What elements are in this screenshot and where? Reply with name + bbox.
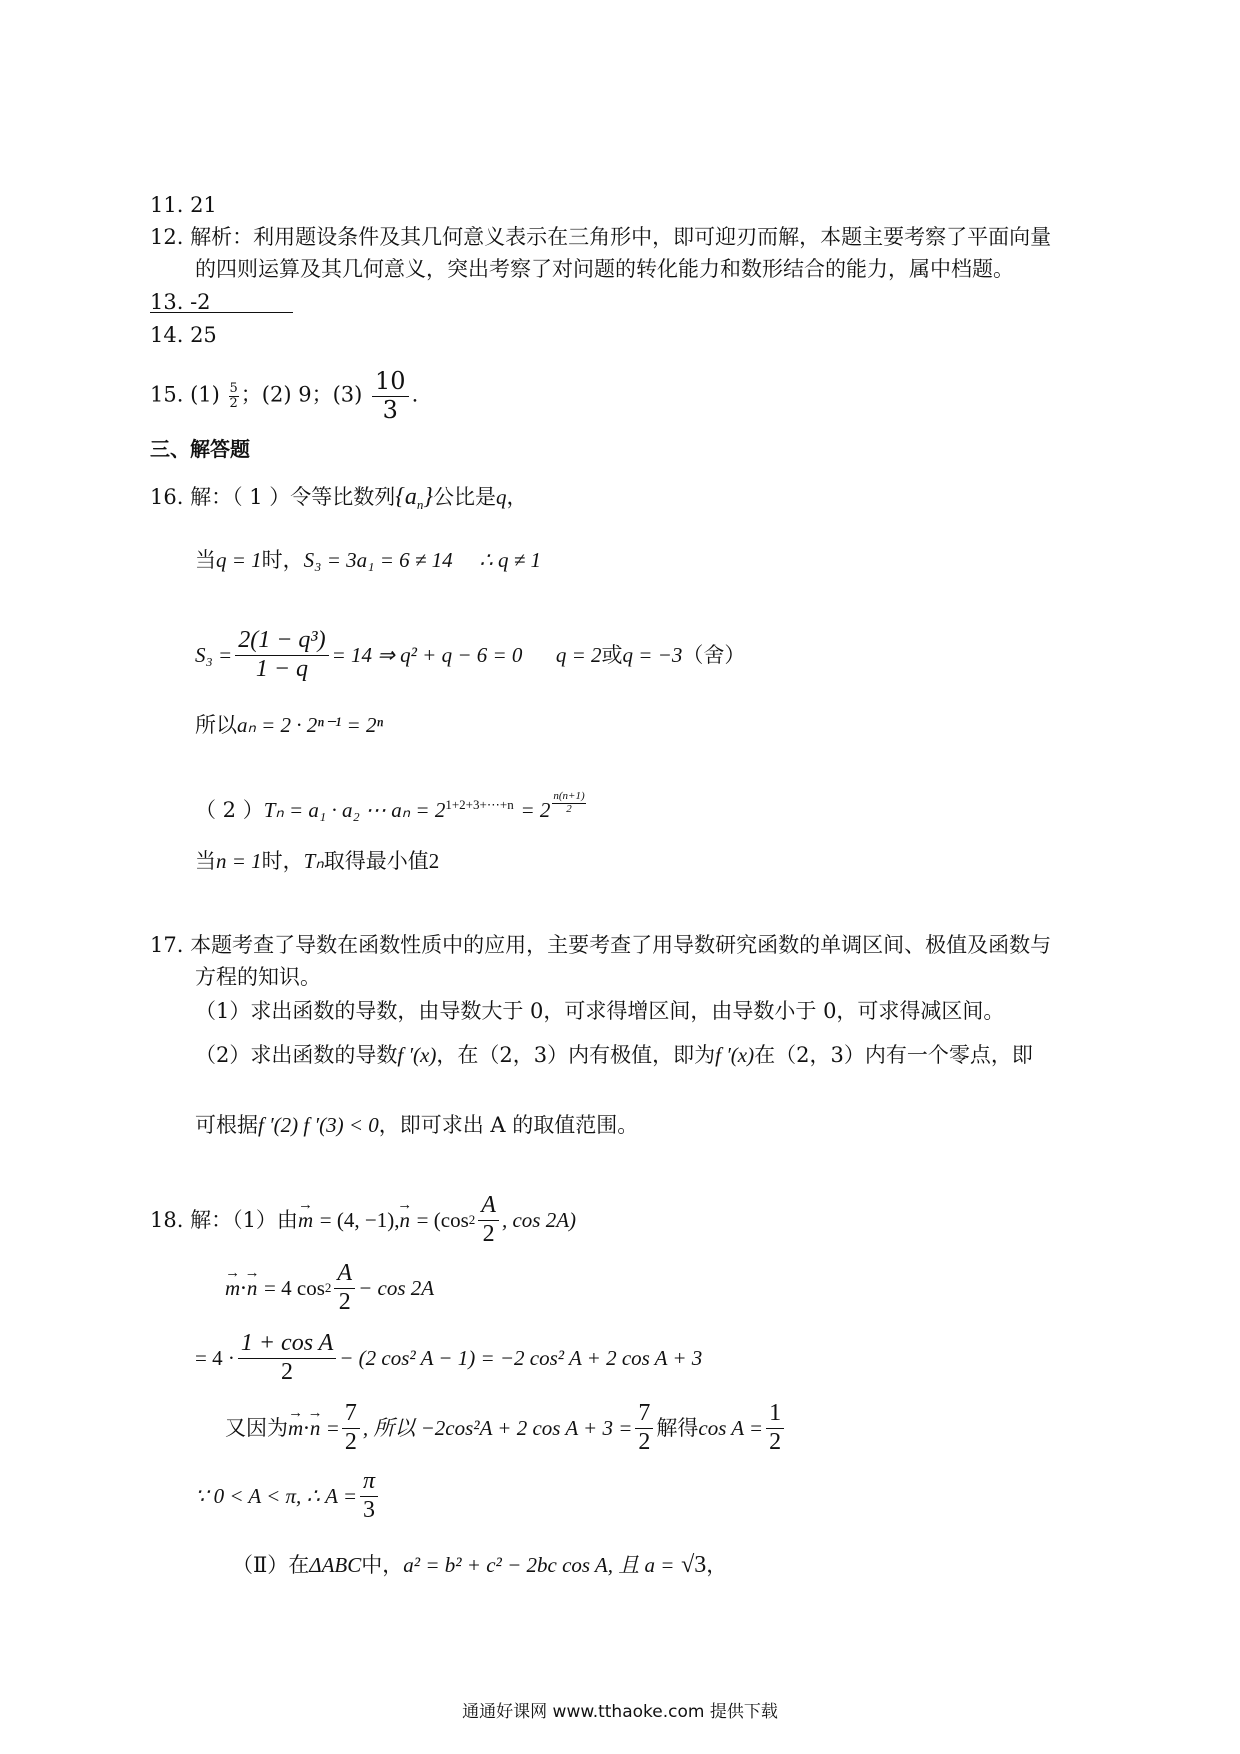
q16-tn-formula: （ 2 ）Tₙ = a₁ · a₂ ⋯ $a_n = 2^{1+2+3+\cdots+n} = 2$ $\frac{n(n+1)}{2}$ (195, 790, 585, 822)
q18-line6: （Ⅱ）在ΔABC中，a² = b² + c² − 2bc cos A, 且 a = √3， (232, 1552, 728, 1578)
q18-line2: → m · → n = 4 cos 2 $\frac{A}{2}$ − cos 2A (225, 1258, 434, 1318)
tn-exponent-fraction: $\frac{n(n+1)}{2}$ (553, 790, 585, 815)
q18-line4: 又因为 → m · → n = $\frac{7}{2}$ , 所以 −2cos²A + 2 cos A + 3 = $\frac{7}{2}$ 解得 cos A = $\frac{1}{2}$ (225, 1398, 787, 1458)
vector-n: → n (399, 1205, 410, 1235)
a-over-2-fraction: $\frac{A}{2}$ (478, 1192, 499, 1248)
answer-13: 13. -2 (150, 290, 211, 314)
q18-line1: 18. 解：（1）由 → m = (4, −1), → n = (cos 2 $\frac{A}{2}$ , cos 2A) (150, 1190, 576, 1250)
q17-line4: （2）求出函数的导数f ′(x)，在（2，3）内有极值，即为f ′(x)在（2，3）内有一个零点，即 (195, 1043, 1033, 1067)
answer-11: 11. 21 (150, 193, 217, 217)
vector-m: → m (298, 1205, 313, 1235)
answer-14: 14. 25 (150, 323, 217, 347)
one-plus-cos-fraction: $\frac{\text{1 + cos A}}{2}$ (238, 1330, 336, 1386)
q17-line5: 可根据f ′(2) f ′(3) < 0，即可求出 A 的取值范围。 (195, 1113, 639, 1137)
answer-13-underline (150, 312, 293, 313)
seven-half-fraction: $\frac{7}{2}$ (342, 1400, 360, 1456)
q18-line3: = 4 · $\frac{\text{1 + cos A}}{2}$ − (2 cos² A − 1) = −2 cos² A + 2 cos A + 3 (195, 1329, 703, 1385)
a-over-2-fraction-2: $\frac{A}{2}$ (334, 1260, 355, 1316)
q16-case-q1: 当q = 1时，S₃ = 3a₁ = 6 ≠ 14 ∴ q ≠ 1 (195, 548, 541, 572)
q18-line5: ∵ 0 < A < π, ∴ A = $\frac{\pi}{3}$ (195, 1466, 381, 1526)
q17-line1: 17. 本题考查了导数在函数性质中的应用，主要考查了用导数研究函数的单调区间、极值及函数与 (150, 933, 1052, 957)
footer-source: 通通好课网 www.tthaoke.com 提供下载 (462, 1702, 778, 1722)
q16-min-value: 当n = 1时，Tₙ取得最小值2 (195, 849, 440, 873)
q16-s3-equation: S₃ = $\frac{\text{2(1 − q³)}}{1 - q}$ = 14 ⇒ q² + q − 6 = 0 q = 2 或 q = −3 （舍） (195, 626, 746, 682)
answer-12-line1: 12. 解析：利用题设条件及其几何意义表示在三角形中，即可迎刃而解，本题主要考察了平面向量 (150, 225, 1052, 249)
q17-line2: 方程的知识。 (195, 965, 321, 989)
pi-over-3-fraction: $\frac{\pi}{3}$ (360, 1468, 378, 1524)
s3-fraction: $\frac{\text{2(1 − q³)}}{1 - q}$ (235, 627, 328, 683)
one-half-fraction: $\frac{1}{2}$ (766, 1400, 784, 1456)
q17-line3: （1）求出函数的导数，由导数大于 0，可求得增区间，由导数小于 0，可求得减区间。 (195, 999, 1005, 1023)
q16-intro: 16. 解：（ 1 ）令等比数列$\{a_n\}$公比是q， (150, 484, 528, 513)
section-heading: 三、解答题 (150, 437, 250, 461)
answer-12-line2: 的四则运算及其几何意义，突出考察了对问题的转化能力和数形结合的能力，属中档题。 (195, 257, 1014, 281)
answer-15: 15. (1) $\frac{5}{2}$ ；(2) 9；(3) $\frac{10}{3}$ . (150, 367, 419, 424)
q16-an-formula: 所以aₙ = 2 · 2ⁿ⁻¹ = 2ⁿ (195, 713, 384, 737)
fraction-10-3: $\frac{10}{3}$ (372, 368, 409, 424)
seven-half-fraction-2: $\frac{7}{2}$ (635, 1400, 653, 1456)
fraction-5-2: $\frac{5}{2}$ (229, 380, 238, 411)
